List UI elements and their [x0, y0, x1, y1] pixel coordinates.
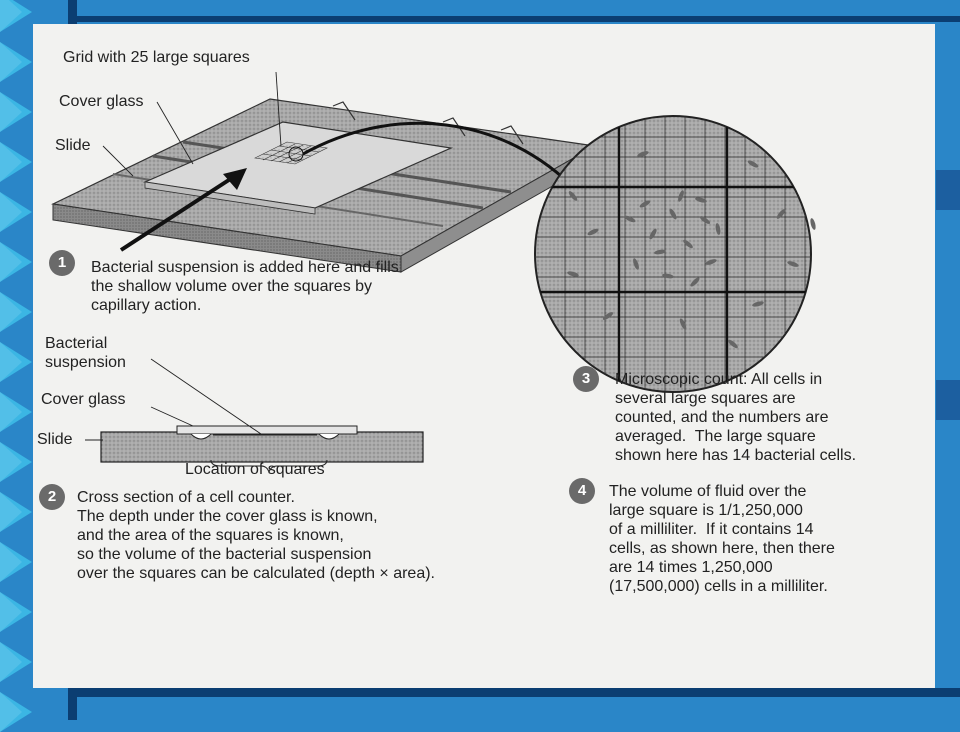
- decorative-triangle: [0, 92, 32, 132]
- decorative-triangle: [0, 692, 32, 732]
- label-cover-glass: Cover glass: [59, 93, 144, 110]
- label-slide: Slide: [55, 137, 91, 154]
- step-1-badge: 1: [49, 250, 75, 276]
- cross-section-diagram: [85, 359, 423, 472]
- frame-tab-right: [936, 380, 960, 420]
- scanned-figure: [33, 24, 935, 688]
- step-4-caption: The volume of fluid over the large square is 1/1,250,000 of a milliliter. If it contains 14 cells, as shown here, then there are 14 times 1,250,000 (17,500,000) cells in a milliliter.: [609, 483, 835, 595]
- decorative-triangle: [0, 492, 32, 532]
- step-2-caption: Cross section of a cell counter. The depth under the cover glass is known, and the area of the squares is known, so the volume of the bacterial suspension over the squares can be calculated (depth × area).: [77, 489, 435, 582]
- decorative-triangle: [0, 392, 32, 432]
- decorative-triangle: [0, 542, 32, 582]
- label-slide-cross: Slide: [37, 431, 73, 448]
- label-grid: Grid with 25 large squares: [63, 49, 250, 66]
- decorative-triangle: [0, 292, 32, 332]
- step-2-badge: 2: [39, 484, 65, 510]
- label-cover-glass-cross: Cover glass: [41, 391, 126, 408]
- label-bacterial-suspension: Bacterial suspension: [45, 335, 126, 371]
- step-4-badge: 4: [569, 478, 595, 504]
- frame-line-bottom: [68, 688, 960, 697]
- step-1-caption: Bacterial suspension is added here and fills the shallow volume over the squares by capillary action.: [91, 259, 399, 314]
- decorative-triangle: [0, 642, 32, 682]
- decorative-triangle: [0, 592, 32, 632]
- frame-tab-right: [936, 170, 960, 210]
- step-3-badge: 3: [573, 366, 599, 392]
- step-3-caption: Microscopic count: All cells in several large squares are counted, and the numbers are averaged. The large square shown here has 14 bacterial cells.: [615, 371, 857, 464]
- decorative-triangle: [0, 142, 32, 182]
- decorative-triangle: [0, 0, 32, 32]
- decorative-triangle: [0, 342, 32, 382]
- decorative-triangle: [0, 242, 32, 282]
- decorative-triangle: [0, 192, 32, 232]
- frame-line-top: [68, 16, 960, 22]
- label-location-of-squares: Location of squares: [185, 461, 325, 478]
- decorative-triangle: [0, 442, 32, 482]
- decorative-triangle: [0, 42, 32, 82]
